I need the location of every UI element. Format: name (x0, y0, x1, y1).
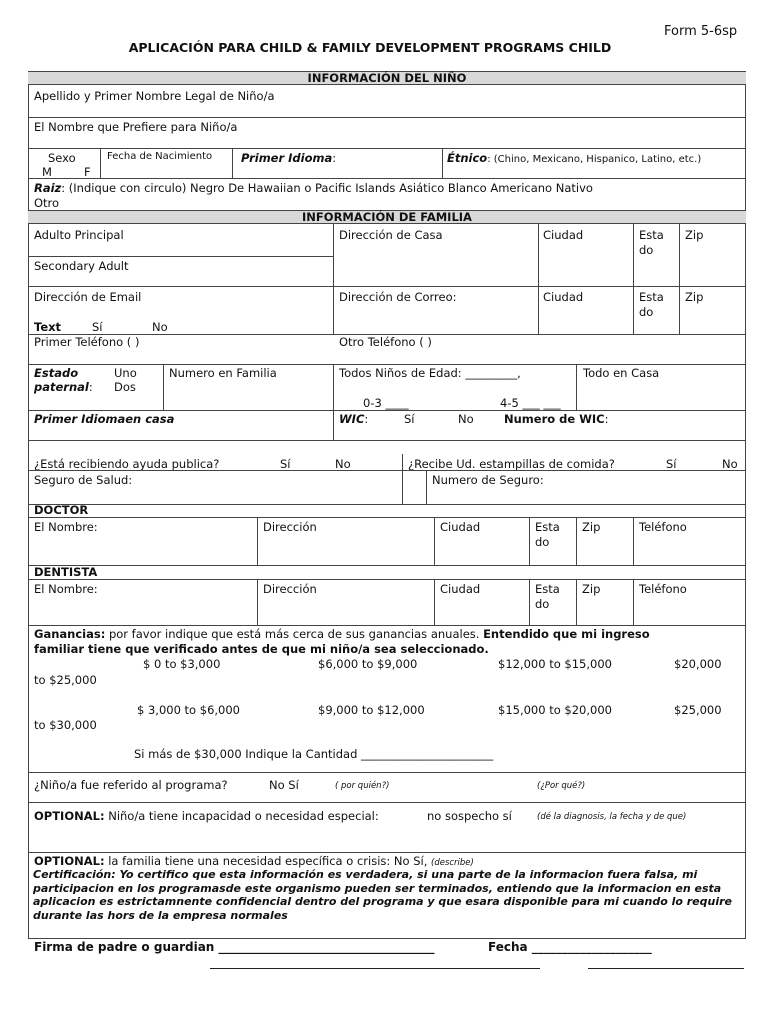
family-count-label: Numero en Familia (169, 366, 277, 380)
home-zip-label: Zip (685, 228, 704, 242)
optional-special-needs-label: OPTIONAL: (34, 809, 105, 823)
wic-no-option[interactable]: No (458, 412, 474, 426)
doctor-address-label: Dirección (263, 520, 317, 534)
special-needs-hint: (dé la diagnosis, la fecha y de que) (537, 812, 687, 822)
dentist-header: DENTISTA (34, 565, 98, 579)
doctor-phone-label: Teléfono (639, 520, 687, 534)
doctor-zip-label: Zip (582, 520, 601, 534)
form-title: APLICACIÓN PARA CHILD & FAMILY DEVELOPMENT PROGRAMS CHILD (128, 40, 612, 55)
income-label: Ganancias: (34, 627, 106, 641)
home-address-label: Dirección de Casa (339, 228, 443, 242)
income-range-12-15k[interactable]: $12,000 to $15,000 (498, 657, 612, 671)
marital-two-option[interactable]: Dos (114, 380, 136, 394)
income-range-6-9k[interactable]: $6,000 to $9,000 (318, 657, 418, 671)
first-language-label: Primer Idioma (241, 151, 333, 165)
legal-name-label: Apellido y Primer Nombre Legal de Niño/a (34, 89, 275, 103)
signature-line (210, 968, 540, 969)
text-no-option[interactable]: No (152, 320, 168, 334)
signature-date-field[interactable]: Fecha ____________________ (488, 940, 652, 954)
income-range-0-3k[interactable]: $ 0 to $3,000 (143, 657, 221, 671)
form-number: Form 5-6sp (664, 24, 738, 39)
race-other: Otro (34, 196, 60, 210)
email-label: Dirección de Email (34, 290, 142, 304)
dentist-address-label: Dirección (263, 582, 317, 596)
doctor-state-label: Esta (535, 520, 560, 534)
sex-label: Sexo (48, 151, 76, 165)
income-range-20-25k[interactable]: $20,000 (674, 657, 722, 671)
doctor-name-label: El Nombre: (34, 520, 98, 534)
income-range-9-12k[interactable]: $9,000 to $12,000 (318, 703, 425, 717)
race-label: Raiz (34, 181, 62, 195)
income-range-3-6k[interactable]: $ 3,000 to $6,000 (137, 703, 240, 717)
marital-status-label: Estado (34, 366, 79, 380)
children-ages-label: Todos Niños de Edad: _________, (339, 366, 521, 380)
primary-adult-label: Adulto Principal (34, 228, 124, 242)
doctor-city-label: Ciudad (440, 520, 481, 534)
public-aid-question: ¿Está recibiendo ayuda publica? (34, 457, 220, 471)
wic-yes-option[interactable]: Sí (404, 412, 415, 426)
public-aid-yes-option[interactable]: Sí (280, 457, 291, 471)
text-yes-option[interactable]: Sí (92, 320, 103, 334)
mail-zip-label: Zip (685, 290, 704, 304)
parent-signature-field[interactable]: Firma de padre o guardian ____________________________________ (34, 940, 435, 954)
food-stamps-yes-option[interactable]: Sí (666, 457, 677, 471)
preferred-name-label: El Nombre que Prefiere para Niño/a (34, 120, 238, 134)
section-header-child: INFORMACIÓN DEL NIÑO (28, 71, 746, 85)
text-label: Text (34, 320, 62, 334)
age-0-3-field[interactable]: 0-3 ____ (363, 396, 409, 410)
referral-question: ¿Niño/a fue referido al programa? (34, 778, 228, 792)
income-verification-note: familiar tiene que verificado antes de que mi niño/a sea seleccionado. (34, 642, 489, 656)
dentist-phone-label: Teléfono (639, 582, 687, 596)
mail-state-label: Esta (639, 290, 664, 304)
ethnic-label: Étnico (447, 151, 488, 165)
dentist-state-label: Esta (535, 582, 560, 596)
food-stamps-question: ¿Recibe Ud. estampillas de comida? (408, 457, 615, 471)
wic-number-label: Numero de WIC (504, 412, 605, 426)
other-phone-label: Otro Teléfono ( ) (339, 335, 432, 349)
food-stamps-no-option[interactable]: No (722, 457, 738, 471)
doctor-header: DOCTOR (34, 503, 89, 517)
income-range-25-30k[interactable]: $25,000 (674, 703, 722, 717)
optional-crisis-label: OPTIONAL: (34, 854, 105, 868)
certification-text: Certificación: Yo certifico que esta información es verdadera, si una parte de la informacion fuera falsa, mi participacion en los programasde este organismo pueden ser terminados, entiendo que la informacion en esta aplicacion es estrictamnente confidencial dentro del programa y que esara disponible para mi cuando lo require durante las hors de la empresa normales (33, 868, 732, 922)
dentist-name-label: El Nombre: (34, 582, 98, 596)
mail-city-label: Ciudad (543, 290, 584, 304)
ethnic-hint: : (Chino, Mexicano, Hispanico, Latino, etc.) (487, 154, 702, 165)
home-state-label: Esta (639, 228, 664, 242)
special-needs-answers[interactable]: no sospecho sí (427, 809, 512, 823)
dentist-zip-label: Zip (582, 582, 601, 596)
secondary-adult-label: Secondary Adult (34, 259, 129, 273)
income-over-30k-field[interactable]: Si más de $30,000 Indique la Cantidad _______________________ (134, 747, 494, 761)
sex-m-option[interactable]: M (42, 165, 52, 179)
public-aid-no-option[interactable]: No (335, 457, 351, 471)
marital-one-option[interactable]: Uno (114, 366, 137, 380)
all-home-label: Todo en Casa (583, 366, 660, 380)
home-city-label: Ciudad (543, 228, 584, 242)
income-range-15-20k[interactable]: $15,000 to $20,000 (498, 703, 612, 717)
wic-label: WIC (339, 412, 365, 426)
section-header-family: INFORMACIÓN DE FAMILIA (28, 210, 746, 224)
race-options: : (Indique con circulo) Negro De Hawaiian o Pacific Islands Asiático Blanco Americano Nativo (61, 181, 593, 195)
dentist-city-label: Ciudad (440, 582, 481, 596)
sex-f-option[interactable]: F (84, 165, 91, 179)
referral-why: (¿Por qué?) (537, 781, 586, 791)
insurance-number-label: Numero de Seguro: (432, 473, 544, 487)
income-prompt: por favor indique que está más cerca de sus ganancias anuales. (105, 627, 480, 641)
referral-options[interactable]: No Sí (269, 778, 299, 792)
primary-phone-label: Primer Teléfono ( ) (34, 335, 140, 349)
referral-by-whom: ( por quién?) (335, 781, 390, 791)
insurance-label: Seguro de Salud: (34, 473, 133, 487)
age-4-5-field[interactable]: 4-5 ___ ___ (500, 396, 561, 410)
home-language-label: Primer Idiomaen casa (34, 412, 175, 426)
date-line (588, 968, 744, 969)
birth-date-label: Fecha de Nacimiento (107, 151, 213, 162)
mail-address-label: Dirección de Correo: (339, 290, 457, 304)
